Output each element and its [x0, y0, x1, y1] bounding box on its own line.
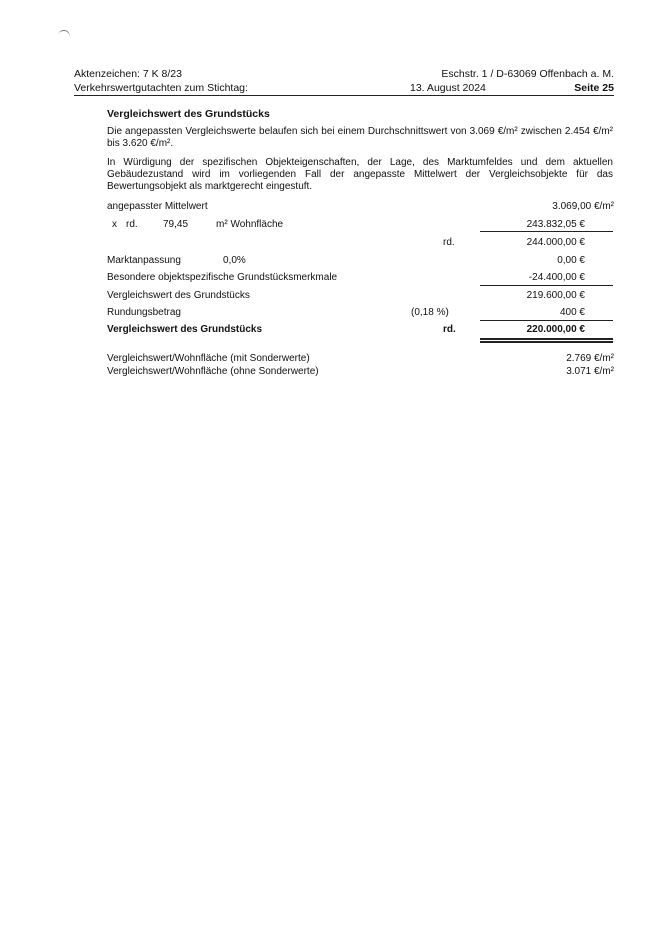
living-area-unit: m² Wohnfläche — [216, 219, 284, 230]
page-number: Seite 25 — [574, 82, 614, 94]
report-title: Verkehrswertgutachten zum Stichtag: — [74, 82, 248, 94]
marktanpassung-label: Marktanpassung — [107, 255, 181, 266]
ratio-with-value: 2.769 €/m² — [566, 353, 614, 364]
final-rd: rd. — [443, 324, 456, 335]
double-rule-bottom — [480, 341, 613, 343]
rundungsbetrag-label: Rundungsbetrag — [107, 307, 181, 318]
header-rule — [74, 95, 614, 96]
ratio-without-label: Vergleichswert/Wohnfläche (ohne Sonderwerte) — [107, 366, 319, 377]
final-rule — [480, 320, 613, 321]
mittelwert-value: 3.069,00 €/m² — [552, 201, 614, 212]
rundungsbetrag-percent: (0,18 %) — [411, 307, 449, 318]
section-title: Vergleichswert des Grundstücks — [107, 108, 270, 120]
times-sign: x — [112, 219, 117, 230]
rd-rounded: rd. — [443, 237, 455, 248]
marktanpassung-value: 0,00 € — [557, 255, 585, 266]
double-rule-top — [480, 338, 613, 340]
sum-rule — [480, 231, 613, 232]
besondere-merkmale-label: Besondere objektspezifische Grundstücksmerkmale — [107, 272, 338, 283]
subtotal-rule — [480, 285, 613, 286]
paragraph-average: Die angepassten Vergleichswerte belaufen sich bei einem Durchschnittswert von 3.069 €/m² zwischen 2.454 €/m² bis 3.620 €/m². — [107, 126, 613, 149]
besondere-merkmale-value: -24.400,00 € — [528, 272, 585, 283]
scan-artifact — [57, 29, 70, 40]
rounded-value: 244.000,00 € — [526, 237, 585, 248]
area-value: 243.832,05 € — [526, 219, 585, 230]
rd-abbrev: rd. — [126, 219, 138, 230]
mittelwert-label: angepasster Mittelwert — [107, 201, 208, 212]
rundungsbetrag-value: 400 € — [559, 307, 585, 318]
marktanpassung-percent: 0,0% — [223, 255, 246, 266]
vergleichswert-value: 219.600,00 € — [526, 290, 585, 301]
final-label: Vergleichswert des Grundstücks — [107, 324, 263, 335]
final-value: 220.000,00 € — [526, 324, 585, 335]
case-number: Aktenzeichen: 7 K 8/23 — [74, 68, 182, 80]
ratio-with-label: Vergleichswert/Wohnfläche (mit Sonderwerte) — [107, 353, 310, 364]
address: Eschstr. 1 / D-63069 Offenbach a. M. — [441, 68, 614, 80]
paragraph-assessment: In Würdigung der spezifischen Objekteigenschaften, der Lage, des Marktumfeldes und dem aktuellen Gebäudezustand wird im vorliegenden Fall der angepasste Mittelwert der Vergleichsobjekte für das Bewertungsobjekt als marktgerecht eingestuft. — [107, 157, 613, 192]
vergleichswert-label: Vergleichswert des Grundstücks — [107, 290, 250, 301]
report-date: 13. August 2024 — [410, 82, 486, 94]
ratio-without-value: 3.071 €/m² — [566, 366, 614, 377]
living-area: 79,45 — [163, 219, 189, 230]
